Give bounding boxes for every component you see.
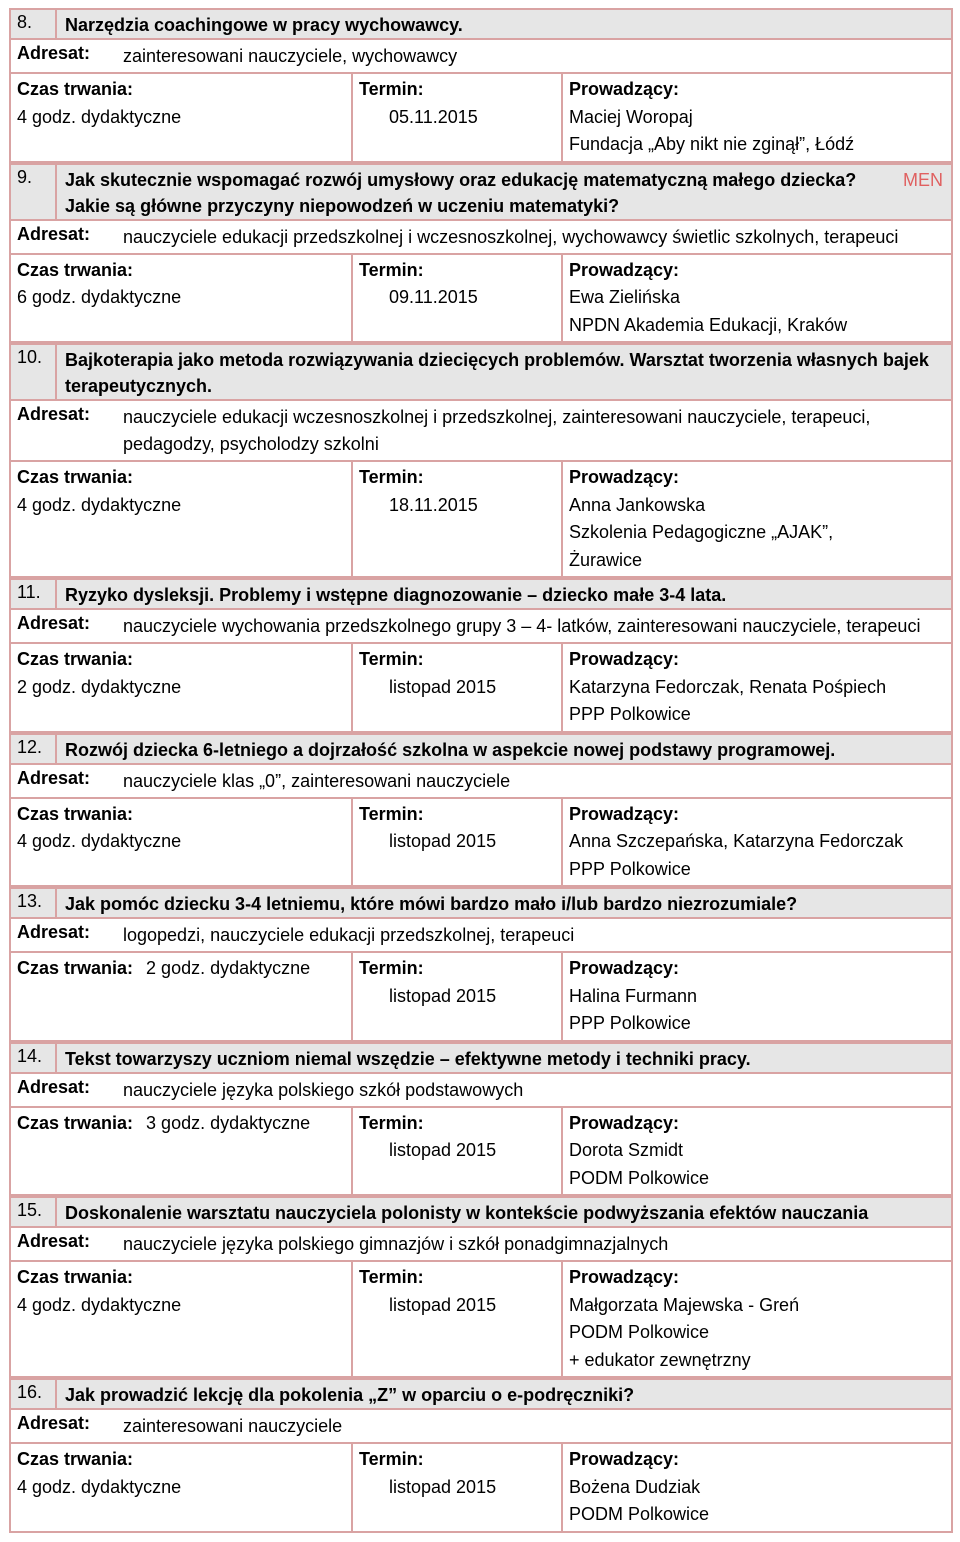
leader-line: Bożena Dudziak bbox=[569, 1476, 701, 1497]
duration-label: Czas trwania: bbox=[17, 803, 134, 824]
leader-cell bbox=[561, 644, 951, 731]
course-title-text: Doskonalenie warsztatu nauczyciela polonisty w kontekście podwyższania efektów nauczania bbox=[65, 1203, 869, 1223]
leader-line: Fundacja „Aby nikt nie zginął”, Łódź bbox=[569, 134, 855, 154]
details-row bbox=[9, 74, 953, 163]
leader-cell bbox=[561, 1262, 951, 1376]
date-cell bbox=[351, 644, 561, 731]
leader-label: Prowadzący: bbox=[569, 649, 680, 669]
course-title bbox=[57, 165, 951, 219]
duration-cell bbox=[11, 953, 351, 1040]
duration-cell bbox=[11, 462, 351, 576]
details-row bbox=[9, 799, 953, 888]
course-title bbox=[57, 345, 951, 399]
leader-line: PODM Polkowice bbox=[569, 1167, 710, 1188]
course-title bbox=[57, 1198, 951, 1226]
audience-value: nauczyciele klas „0”, zainteresowani nauczyciele bbox=[123, 770, 511, 791]
audience-label: Adresat: bbox=[17, 922, 91, 942]
leader-line: Anna Jankowska bbox=[569, 494, 706, 515]
leader-line: PPP Polkowice bbox=[569, 1013, 691, 1033]
audience-label: Adresat: bbox=[17, 1413, 91, 1433]
duration-cell bbox=[11, 1108, 351, 1195]
course-tag: MEN bbox=[903, 169, 943, 190]
audience-label: Adresat: bbox=[17, 613, 91, 633]
date-label: Termin: bbox=[359, 958, 424, 978]
details-row bbox=[9, 1262, 953, 1378]
leader-cell bbox=[561, 74, 951, 161]
duration-cell bbox=[11, 1444, 351, 1531]
course-number: 10. bbox=[11, 345, 57, 399]
date-cell bbox=[351, 255, 561, 342]
course-entry bbox=[9, 1378, 953, 1533]
course-title-text: Jak prowadzić lekcję dla pokolenia „Z” w oparciu o e-podręczniki? bbox=[65, 1385, 635, 1405]
leader-line: + edukator zewnętrzny bbox=[569, 1349, 751, 1370]
course-number: 13. bbox=[11, 889, 57, 917]
audience-row bbox=[9, 1074, 953, 1108]
course-title-text: Narzędzia coachingowe w pracy wychowawcy. bbox=[65, 15, 463, 35]
leader-line: Żurawice bbox=[569, 549, 643, 570]
leader-label: Prowadzący: bbox=[569, 1267, 680, 1287]
audience-row bbox=[9, 401, 953, 462]
course-entry bbox=[9, 343, 953, 578]
audience-row bbox=[9, 1410, 953, 1444]
course-number: 11. bbox=[11, 580, 57, 608]
date-value: listopad 2015 bbox=[389, 1140, 497, 1160]
duration-cell bbox=[11, 1262, 351, 1376]
leader-line: PODM Polkowice bbox=[569, 1322, 710, 1342]
leader-label: Prowadzący: bbox=[569, 259, 680, 280]
details-row bbox=[9, 953, 953, 1042]
leader-cell bbox=[561, 1444, 951, 1531]
duration-cell bbox=[11, 255, 351, 342]
audience-label: Adresat: bbox=[17, 223, 91, 244]
duration-label: Czas trwania: bbox=[17, 1112, 134, 1133]
leader-cell bbox=[561, 462, 951, 576]
course-title-text: Tekst towarzyszy uczniom niemal wszędzie – efektywne metody i techniki pracy. bbox=[65, 1048, 751, 1069]
course-entry bbox=[9, 8, 953, 163]
duration-label: Czas trwania: bbox=[17, 958, 134, 978]
audience-row bbox=[9, 765, 953, 799]
leader-line: Maciej Woropaj bbox=[569, 106, 693, 127]
duration-value: 2 godz. dydaktyczne bbox=[17, 676, 182, 697]
date-label: Termin: bbox=[359, 1112, 424, 1133]
leader-line: Halina Furmann bbox=[569, 985, 698, 1006]
course-number: 8. bbox=[11, 10, 57, 38]
date-cell bbox=[351, 1108, 561, 1195]
leader-line: PPP Polkowice bbox=[569, 858, 691, 879]
audience-value: logopedzi, nauczyciele edukacji przedszkolnej, terapeuci bbox=[123, 925, 575, 945]
course-title-text: Rozwój dziecka 6-letniego a dojrzałość szkolna w aspekcie nowej podstawy programowej. bbox=[65, 739, 836, 760]
course-title-row bbox=[9, 8, 953, 40]
duration-label: Czas trwania: bbox=[17, 467, 134, 487]
course-number: 9. bbox=[11, 165, 57, 219]
duration-label: Czas trwania: bbox=[17, 649, 134, 669]
course-title-text: Jak skutecznie wspomagać rozwój umysłowy oraz edukację matematyczną małego dziecka? Jakie są główne przyczyny niepowodzeń w uczeniu matematyki? bbox=[65, 169, 857, 216]
date-label: Termin: bbox=[359, 79, 424, 99]
course-title bbox=[57, 580, 951, 608]
leader-cell bbox=[561, 799, 951, 886]
course-title bbox=[57, 735, 951, 763]
leader-cell bbox=[561, 953, 951, 1040]
duration-cell bbox=[11, 644, 351, 731]
date-label: Termin: bbox=[359, 649, 424, 669]
leader-line: Ewa Zielińska bbox=[569, 287, 681, 307]
date-label: Termin: bbox=[359, 1449, 424, 1469]
course-title bbox=[57, 1044, 951, 1072]
leader-label: Prowadzący: bbox=[569, 467, 680, 487]
duration-value: 4 godz. dydaktyczne bbox=[17, 106, 182, 127]
details-row bbox=[9, 1108, 953, 1197]
audience-value: nauczyciele wychowania przedszkolnego grupy 3 – 4- latków, zainteresowani nauczyciele, terapeuci bbox=[123, 616, 921, 636]
date-cell bbox=[351, 1262, 561, 1376]
course-title-row bbox=[9, 578, 953, 610]
audience-row bbox=[9, 40, 953, 74]
leader-label: Prowadzący: bbox=[569, 1449, 680, 1469]
audience-label: Adresat: bbox=[17, 404, 91, 424]
duration-cell bbox=[11, 799, 351, 886]
date-label: Termin: bbox=[359, 1267, 424, 1287]
course-title-row bbox=[9, 1042, 953, 1074]
audience-row bbox=[9, 1228, 953, 1262]
course-title-text: Ryzyko dysleksji. Problemy i wstępne diagnozowanie – dziecko małe 3-4 lata. bbox=[65, 585, 727, 605]
leader-cell bbox=[561, 1108, 951, 1195]
audience-row bbox=[9, 919, 953, 953]
audience-label: Adresat: bbox=[17, 767, 91, 788]
course-entry bbox=[9, 1196, 953, 1378]
details-row bbox=[9, 255, 953, 344]
course-number: 15. bbox=[11, 1198, 57, 1226]
audience-value: nauczyciele języka polskiego gimnazjów i szkół ponadgimnazjalnych bbox=[123, 1234, 669, 1254]
duration-value: 4 godz. dydaktyczne bbox=[17, 1476, 182, 1497]
course-entry bbox=[9, 887, 953, 1042]
leader-cell bbox=[561, 255, 951, 342]
course-title-text: Bajkoterapia jako metoda rozwiązywania dziecięcych problemów. Warsztat tworzenia własnych bajek terapeutycznych. bbox=[65, 350, 929, 396]
date-cell bbox=[351, 953, 561, 1040]
course-title-row bbox=[9, 1196, 953, 1228]
audience-label: Adresat: bbox=[17, 1231, 91, 1251]
duration-label: Czas trwania: bbox=[17, 1449, 134, 1469]
duration-value: 4 godz. dydaktyczne bbox=[17, 494, 182, 515]
date-value: 05.11.2015 bbox=[389, 106, 478, 127]
audience-row bbox=[9, 221, 953, 255]
leader-line: NPDN Akademia Edukacji, Kraków bbox=[569, 314, 848, 335]
leader-label: Prowadzący: bbox=[569, 1112, 680, 1133]
course-title-row bbox=[9, 343, 953, 401]
audience-label: Adresat: bbox=[17, 1076, 91, 1097]
course-title bbox=[57, 889, 951, 917]
leader-label: Prowadzący: bbox=[569, 79, 680, 99]
date-value: 18.11.2015 bbox=[389, 494, 478, 515]
date-value: listopad 2015 bbox=[389, 1476, 497, 1497]
date-label: Termin: bbox=[359, 803, 424, 824]
audience-label: Adresat: bbox=[17, 43, 91, 63]
details-row bbox=[9, 1444, 953, 1533]
course-number: 16. bbox=[11, 1380, 57, 1408]
leader-line: PPP Polkowice bbox=[569, 704, 691, 724]
leader-line: Anna Szczepańska, Katarzyna Fedorczak bbox=[569, 831, 904, 851]
course-title-row bbox=[9, 887, 953, 919]
leader-label: Prowadzący: bbox=[569, 958, 680, 978]
date-cell bbox=[351, 799, 561, 886]
date-label: Termin: bbox=[359, 259, 424, 280]
leader-label: Prowadzący: bbox=[569, 803, 680, 824]
duration-label: Czas trwania: bbox=[17, 79, 134, 99]
date-cell bbox=[351, 462, 561, 576]
details-row bbox=[9, 644, 953, 733]
leader-line: PODM Polkowice bbox=[569, 1504, 710, 1524]
course-title-row bbox=[9, 733, 953, 765]
course-title bbox=[57, 10, 951, 38]
details-row bbox=[9, 462, 953, 578]
course-entry bbox=[9, 1042, 953, 1197]
leader-line: Szkolenia Pedagogiczne „AJAK”, bbox=[569, 522, 834, 542]
duration-cell bbox=[11, 74, 351, 161]
date-value: listopad 2015 bbox=[389, 985, 497, 1006]
course-entry bbox=[9, 163, 953, 344]
audience-value: nauczyciele edukacji przedszkolnej i wczesnoszkolnej, wychowawcy świetlic szkolnych, terapeuci bbox=[123, 226, 899, 247]
duration-value: 2 godz. dydaktyczne bbox=[141, 958, 311, 978]
course-entry bbox=[9, 578, 953, 733]
course-title bbox=[57, 1380, 951, 1408]
date-value: listopad 2015 bbox=[389, 676, 497, 697]
date-cell bbox=[351, 74, 561, 161]
course-number: 14. bbox=[11, 1044, 57, 1072]
date-value: listopad 2015 bbox=[389, 831, 497, 851]
duration-value: 4 godz. dydaktyczne bbox=[17, 1294, 182, 1315]
duration-label: Czas trwania: bbox=[17, 1267, 134, 1287]
duration-value: 4 godz. dydaktyczne bbox=[17, 831, 182, 851]
duration-label: Czas trwania: bbox=[17, 259, 134, 280]
course-title-text: Jak pomóc dziecku 3-4 letniemu, które mówi bardzo mało i/lub bardzo niezrozumiale? bbox=[65, 894, 798, 914]
course-number: 12. bbox=[11, 735, 57, 763]
course-entry bbox=[9, 733, 953, 888]
leader-line: Dorota Szmidt bbox=[569, 1140, 684, 1160]
leader-line: Katarzyna Fedorczak, Renata Pośpiech bbox=[569, 676, 887, 697]
date-value: 09.11.2015 bbox=[389, 287, 478, 307]
course-title-row bbox=[9, 1378, 953, 1410]
course-list bbox=[9, 8, 953, 1533]
audience-row bbox=[9, 610, 953, 644]
course-title-row bbox=[9, 163, 953, 221]
duration-value: 6 godz. dydaktyczne bbox=[17, 287, 182, 307]
leader-line: Małgorzata Majewska - Greń bbox=[569, 1294, 800, 1315]
audience-value: zainteresowani nauczyciele, wychowawcy bbox=[123, 46, 458, 66]
audience-value: nauczyciele języka polskiego szkół podstawowych bbox=[123, 1079, 524, 1100]
date-label: Termin: bbox=[359, 467, 424, 487]
date-cell bbox=[351, 1444, 561, 1531]
audience-value: nauczyciele edukacji wczesnoszkolnej i przedszkolnej, zainteresowani nauczyciele, terapeuci, pedagodzy, psycholodzy szkolni bbox=[123, 407, 871, 454]
date-value: listopad 2015 bbox=[389, 1294, 497, 1315]
audience-value: zainteresowani nauczyciele bbox=[123, 1416, 343, 1436]
duration-value: 3 godz. dydaktyczne bbox=[141, 1112, 311, 1133]
